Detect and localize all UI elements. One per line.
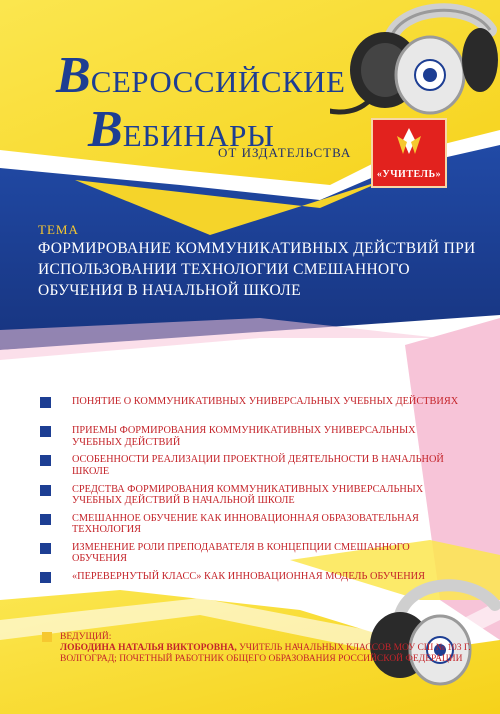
title-initial: В [88,101,123,158]
square-bullet-icon [40,426,51,437]
square-bullet-icon [40,514,51,525]
topic-text: ПОНЯТИЕ О КОММУНИКАТИВНЫХ УНИВЕРСАЛЬНЫХ УЧЕБНЫХ ДЕЙСТВИЯХ [72,396,459,407]
publisher-logo [371,118,447,188]
topic-text: ОСОБЕННОСТИ РЕАЛИЗАЦИИ ПРОЕКТНОЙ ДЕЯТЕЛЬНОСТИ В НАЧАЛЬНОЙ ШКОЛЕ [72,454,444,477]
list-item [40,542,460,565]
host-label: ВЕДУЩИЙ: [60,632,112,642]
publisher-logo-text: «УЧИТЕЛЬ» [376,169,442,180]
topic-text: ПРИЕМЫ ФОРМИРОВАНИЯ КОММУНИКАТИВНЫХ УНИВЕРСАЛЬНЫХ УЧЕБНЫХ ДЕЙСТВИЙ [72,425,416,448]
publisher-logo-icon [393,126,425,158]
square-bullet-icon [40,397,51,408]
topic-text: ИЗМЕНЕНИЕ РОЛИ ПРЕПОДАВАТЕЛЯ В КОНЦЕПЦИИ СМЕШАННОГО ОБУЧЕНИЯ [72,541,410,565]
list-item [40,425,460,448]
list-item [40,571,460,583]
title-word: СЕРОССИЙСКИЕ [90,64,346,99]
title-word: ЕБИНАРЫ [122,118,275,153]
topic-text: СРЕДСТВА ФОРМИРОВАНИЯ КОММУНИКАТИВНЫХ УНИВЕРСАЛЬНЫХ УЧЕБНЫХ ДЕЙСТВИЙ В НАЧАЛЬНОЙ ШКОЛЕ [72,483,424,507]
square-bullet-icon [40,455,51,466]
topic-text: СМЕШАННОЕ ОБУЧЕНИЕ КАК ИННОВАЦИОННАЯ ОБРАЗОВАТЕЛЬНАЯ ТЕХНОЛОГИЯ [72,512,419,536]
square-bullet-icon [40,485,51,496]
square-bullet-icon [42,632,52,642]
host-name: ЛОБОДИНА НАТАЛЬЯ ВИКТОРОВНА, [60,643,237,653]
host-details: УЧИТЕЛЬ НАЧАЛЬНЫХ КЛАССОВ МОУ СШ № 103 Г. ВОЛГОГРАД; ПОЧЕТНЫЙ РАБОТНИК ОБЩЕГО ОБРАЗОВАНИЯ РОССИЙСКОЙ ФЕДЕРАЦИИ [60,643,471,664]
host-description [60,643,482,665]
list-item [40,396,460,419]
square-bullet-icon [40,543,51,554]
theme-label: ТЕМА [38,222,79,237]
publisher-label: ОТ ИЗДАТЕЛЬСТВА [218,145,352,160]
theme-title: ФОРМИРОВАНИЕ КОММУНИКАТИВНЫХ ДЕЙСТВИЙ ПРИ ИСПОЛЬЗОВАНИИ ТЕХНОЛОГИИ СМЕШАННОГО ОБУЧЕНИЯ В НАЧАЛЬНОЙ ШКОЛЕ [38,240,476,299]
host-info [42,632,482,665]
topic-text: «ПЕРЕВЕРНУТЫЙ КЛАСС» КАК ИННОВАЦИОННАЯ МОДЕЛЬ ОБУЧЕНИЯ [72,571,425,583]
list-item [40,513,460,536]
topics-list [40,396,460,589]
square-bullet-icon [40,572,51,583]
list-item [40,484,460,507]
list-item [40,454,460,477]
title-initial: В [56,47,91,104]
